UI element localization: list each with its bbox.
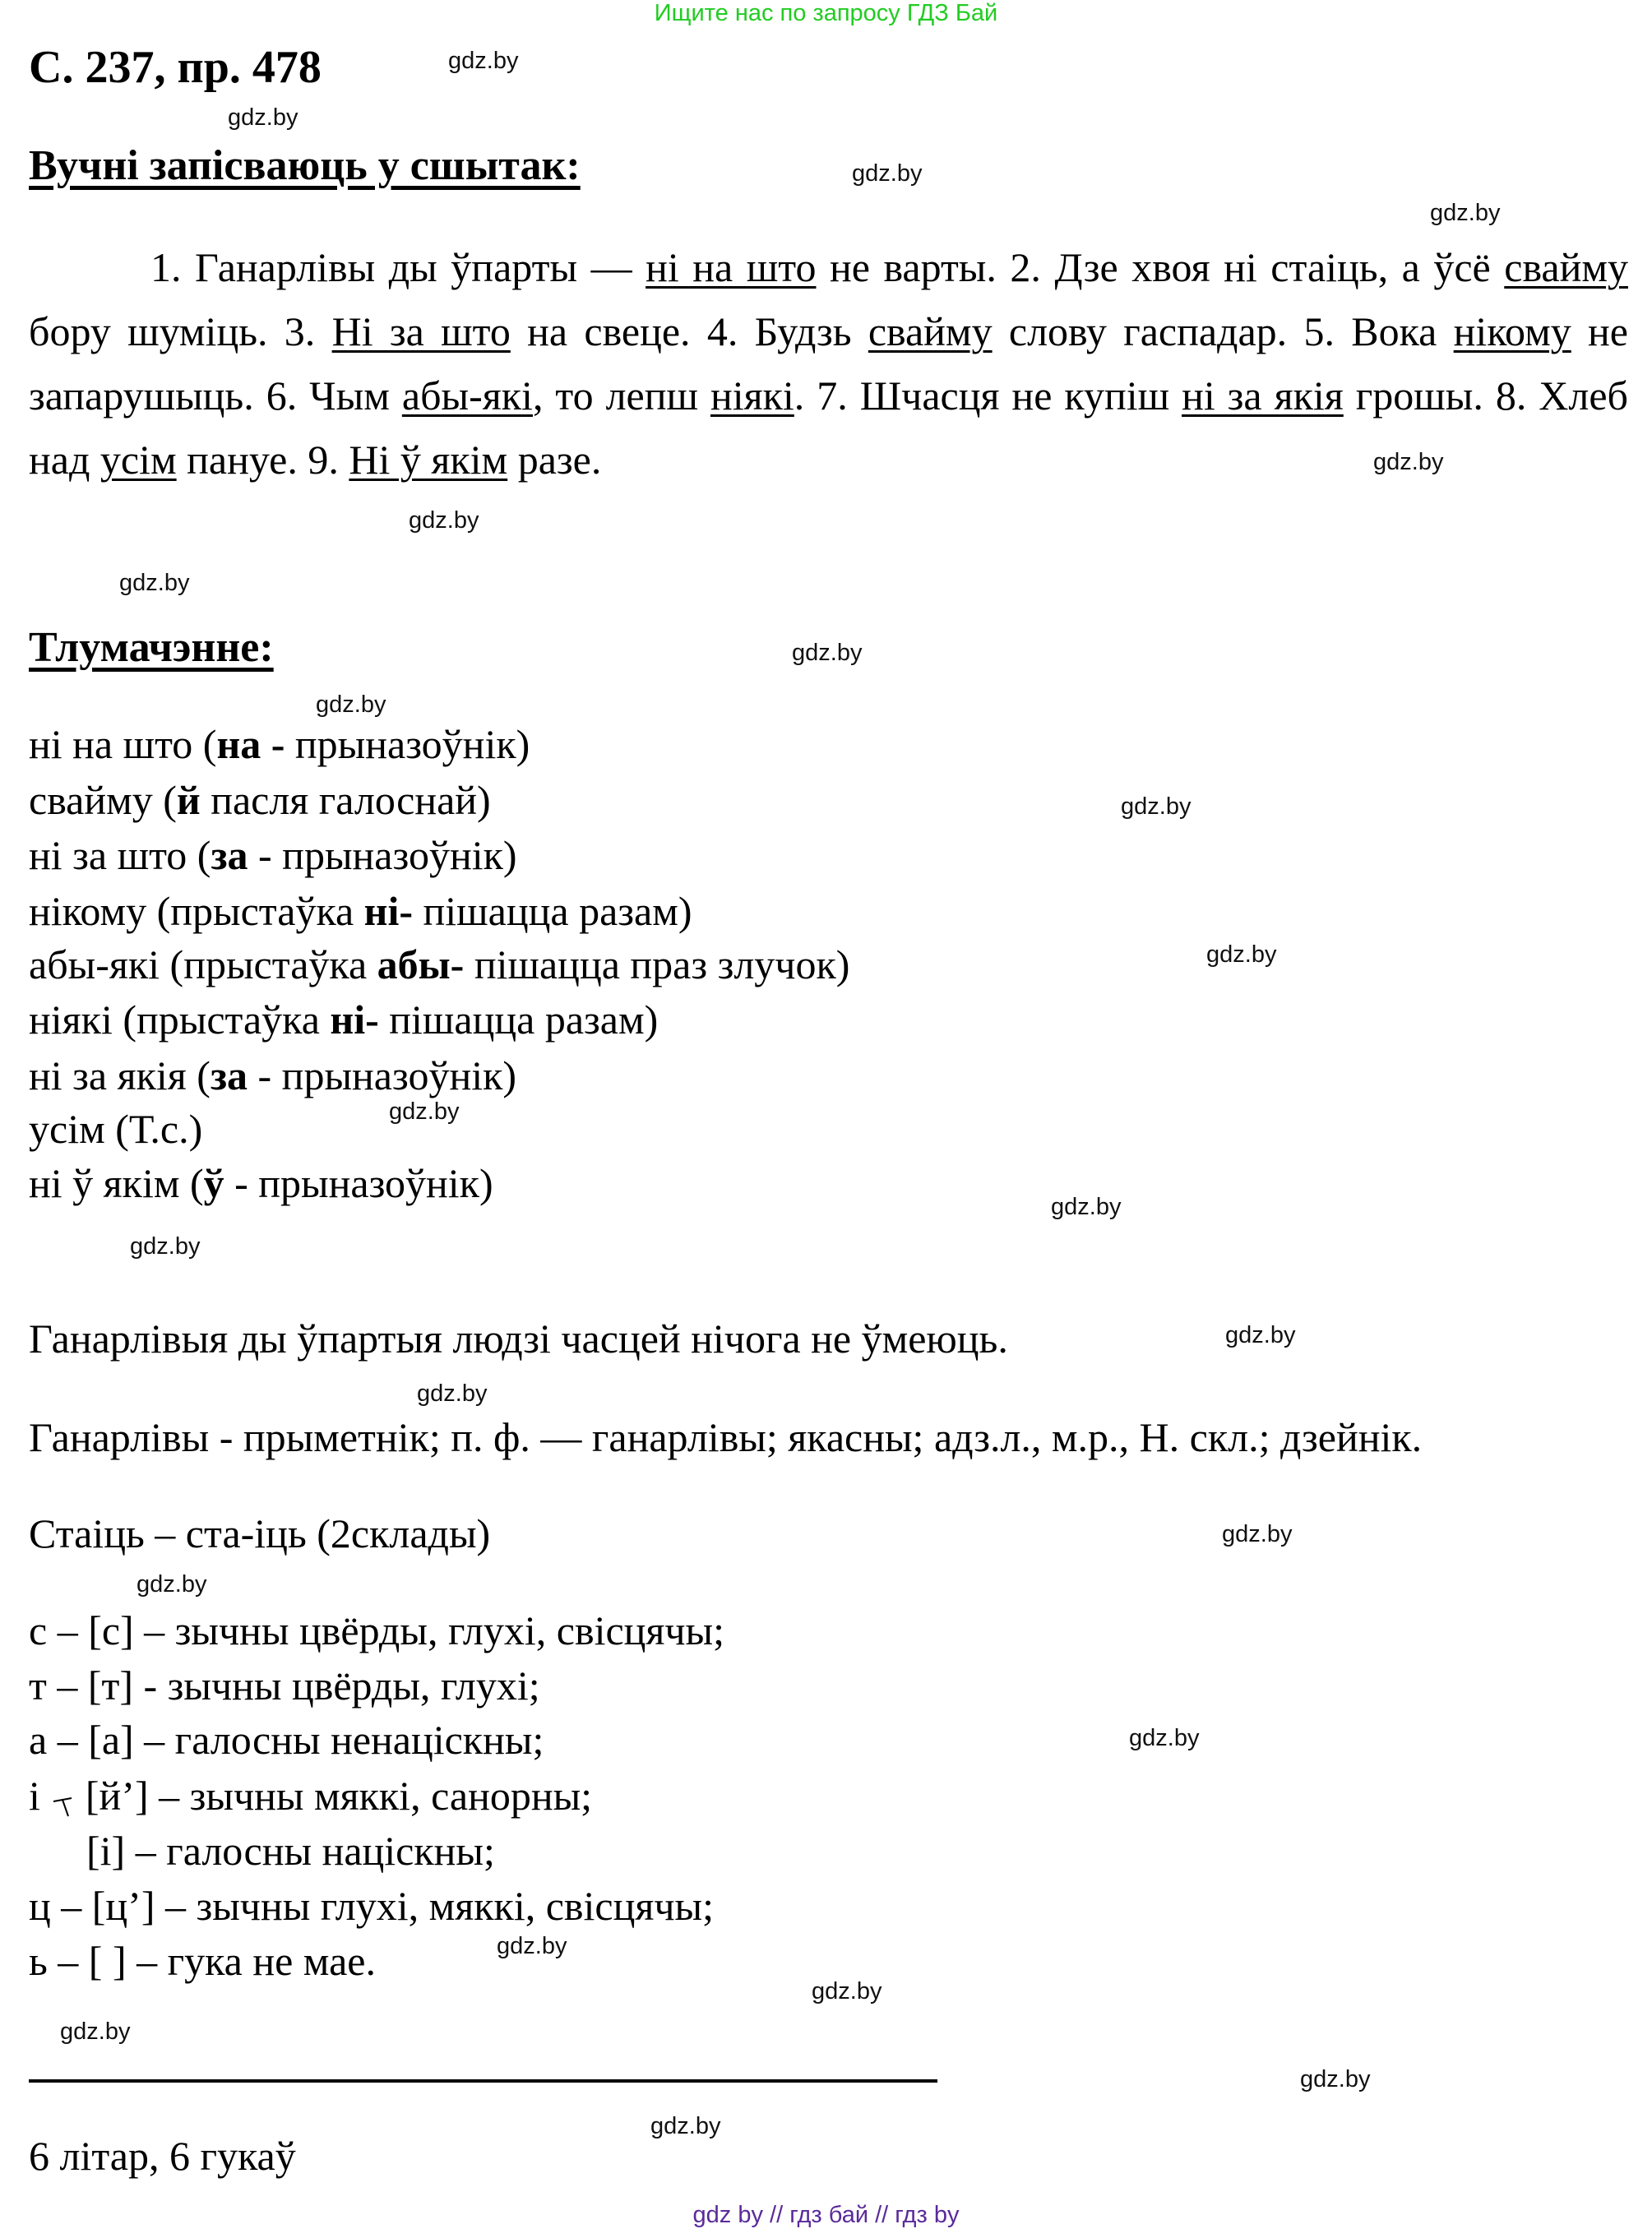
text-segment: пішацца разам)	[413, 888, 692, 934]
bold-part: за	[211, 832, 259, 878]
text-segment: не варты. 2. Дзе хвоя ні стаіць, а ўсё	[816, 244, 1505, 290]
text-segment: , то лепш	[532, 372, 710, 418]
text-segment: слову гаспадар. 5. Вока	[992, 308, 1454, 354]
summary: 6 літар, 6 гукаў	[29, 2133, 296, 2179]
text-segment: - прыназоўнік)	[258, 832, 517, 878]
underlined-word: нікому	[1453, 308, 1571, 354]
watermark: gdz.by	[228, 104, 298, 131]
phonetic-letter: і	[29, 1773, 40, 1819]
watermark: gdz.by	[137, 1571, 207, 1598]
explanation-item	[29, 1104, 202, 1154]
text-segment: пішацца разам)	[378, 996, 659, 1043]
underlined-word: Ні ў якім	[349, 437, 508, 483]
watermark: gdz.by	[792, 640, 863, 666]
phonetic-line: а – [а] – галосны ненаціскны;	[29, 1717, 544, 1763]
watermark: gdz.by	[497, 1933, 567, 1959]
underlined-word: абы-які	[401, 372, 533, 418]
text-segment: прыназоўнік)	[294, 721, 530, 767]
watermark: gdz.by	[812, 1978, 882, 2004]
text-segment: разе.	[507, 437, 602, 483]
footer-links[interactable]: gdz by // гдз бай // гдз by	[692, 2202, 960, 2228]
watermark: gdz.by	[1430, 200, 1501, 226]
watermark: gdz.by	[1373, 449, 1444, 475]
watermark: gdz.by	[119, 570, 190, 596]
phonetic-text: [й’] – зычны мяккі, санорны;	[85, 1773, 593, 1819]
syllable-division: Стаіць – ста-іць (2склады)	[29, 1510, 491, 1556]
watermark: gdz.by	[389, 1098, 460, 1125]
heading-notebook: Вучні запісваюць у сшытак:	[29, 142, 581, 189]
bold-part: на -	[216, 721, 295, 767]
watermark: gdz.by	[1300, 2066, 1371, 2092]
text-segment: пасля галоснай)	[211, 777, 491, 823]
phonetic-line: [і] – галосны націскны;	[86, 1828, 495, 1874]
watermark: gdz.by	[1206, 941, 1277, 968]
explanation-item	[29, 995, 658, 1044]
underlined-word: свайму	[1504, 244, 1628, 290]
watermark: gdz.by	[852, 160, 923, 187]
watermark: gdz.by	[650, 2113, 721, 2139]
watermark: gdz.by	[60, 2018, 131, 2045]
text-segment: нікому (прыстаўка	[29, 888, 364, 934]
bold-part: ў	[203, 1160, 224, 1206]
text-segment: пануе. 9.	[176, 437, 349, 483]
word-analysis: Ганарлівы - прыметнік; п. ф. — ганарлівы; якасны; адз.л., м.р., Н. скл.; дзейнік.	[29, 1414, 1423, 1460]
text-segment: ні за якія (	[29, 1052, 211, 1098]
watermark: gdz.by	[1121, 793, 1192, 820]
text-segment: на свеце. 4. Будзь	[510, 308, 868, 354]
text-segment: свайму (	[29, 777, 177, 823]
text-segment: ніякі (прыстаўка	[29, 996, 331, 1043]
watermark: gdz.by	[1225, 1322, 1296, 1348]
underlined-word: усім	[99, 437, 177, 483]
text-segment: . 7. Шчасця не купіш	[794, 372, 1182, 418]
underlined-word: ні на што	[646, 244, 817, 290]
text-segment: 1. Ганарлівы ды ўпарты —	[150, 244, 646, 290]
watermark: gdz.by	[1051, 1194, 1122, 1220]
bold-part: ні-	[363, 888, 414, 934]
text-segment: усім (Т.с.)	[29, 1106, 203, 1152]
text-segment: абы-які (прыстаўка	[29, 941, 377, 987]
watermark: gdz.by	[448, 48, 519, 74]
phonetic-line: ь – [ ] – гука не мае.	[29, 1938, 376, 1984]
explanation-item	[29, 1158, 493, 1208]
text-segment: не запарушыць. 6. Чым	[29, 308, 1628, 418]
underlined-word: свайму	[868, 308, 993, 354]
explanation-item	[29, 830, 517, 880]
text-segment: пішацца праз злучок)	[464, 941, 850, 987]
explanation-item	[29, 719, 530, 769]
underlined-word: ні за якія	[1182, 372, 1344, 418]
underlined-word: ніякі	[710, 372, 794, 418]
phonetic-line: с – [с] – зычны цвёрды, глухі, свісцячы;	[29, 1607, 725, 1653]
phonetic-line: т – [т] - зычны цвёрды, глухі;	[29, 1662, 540, 1709]
explanation-item	[29, 886, 692, 936]
text-segment: - прыназоўнік)	[248, 1052, 517, 1098]
explanation-item	[29, 775, 491, 825]
sentence: Ганарлівыя ды ўпартыя людзі часцей нічога не ўмеюць.	[29, 1316, 1008, 1362]
phonetic-line: ц – [ц’] – зычны глухі, мяккі, свісцячы;	[29, 1883, 715, 1929]
explanation-item	[29, 1051, 516, 1100]
text-segment: ні на што (	[29, 721, 217, 767]
bold-part: ні-	[330, 996, 379, 1043]
watermark: gdz.by	[316, 691, 386, 718]
bold-part: за	[210, 1052, 248, 1098]
watermark: gdz.by	[1222, 1521, 1293, 1547]
bold-part: й	[176, 777, 211, 823]
page-title: С. 237, пр. 478	[29, 42, 322, 93]
heading-explanation: Тлумачэнне:	[29, 624, 274, 671]
watermark: gdz.by	[130, 1233, 201, 1260]
search-banner[interactable]: Ищите нас по запросу ГДЗ Бай	[654, 0, 998, 26]
text-segment: бору шуміць. 3.	[29, 308, 332, 354]
explanation-item	[29, 940, 849, 989]
phonetic-line	[29, 1771, 592, 1820]
text-segment: - прыназоўнік)	[224, 1160, 493, 1206]
watermark: gdz.by	[417, 1380, 488, 1407]
text-segment: ні за што (	[29, 832, 211, 878]
bold-part: абы-	[377, 941, 465, 987]
watermark: gdz.by	[1129, 1725, 1200, 1751]
branch-mark-icon	[50, 1787, 75, 1820]
text-segment: ні ў якім (	[29, 1160, 204, 1206]
divider	[29, 2079, 937, 2083]
underlined-word: Ні за што	[331, 308, 511, 354]
watermark: gdz.by	[409, 507, 479, 534]
text-segment: грошы. 8. Хлеб над	[29, 372, 1628, 483]
